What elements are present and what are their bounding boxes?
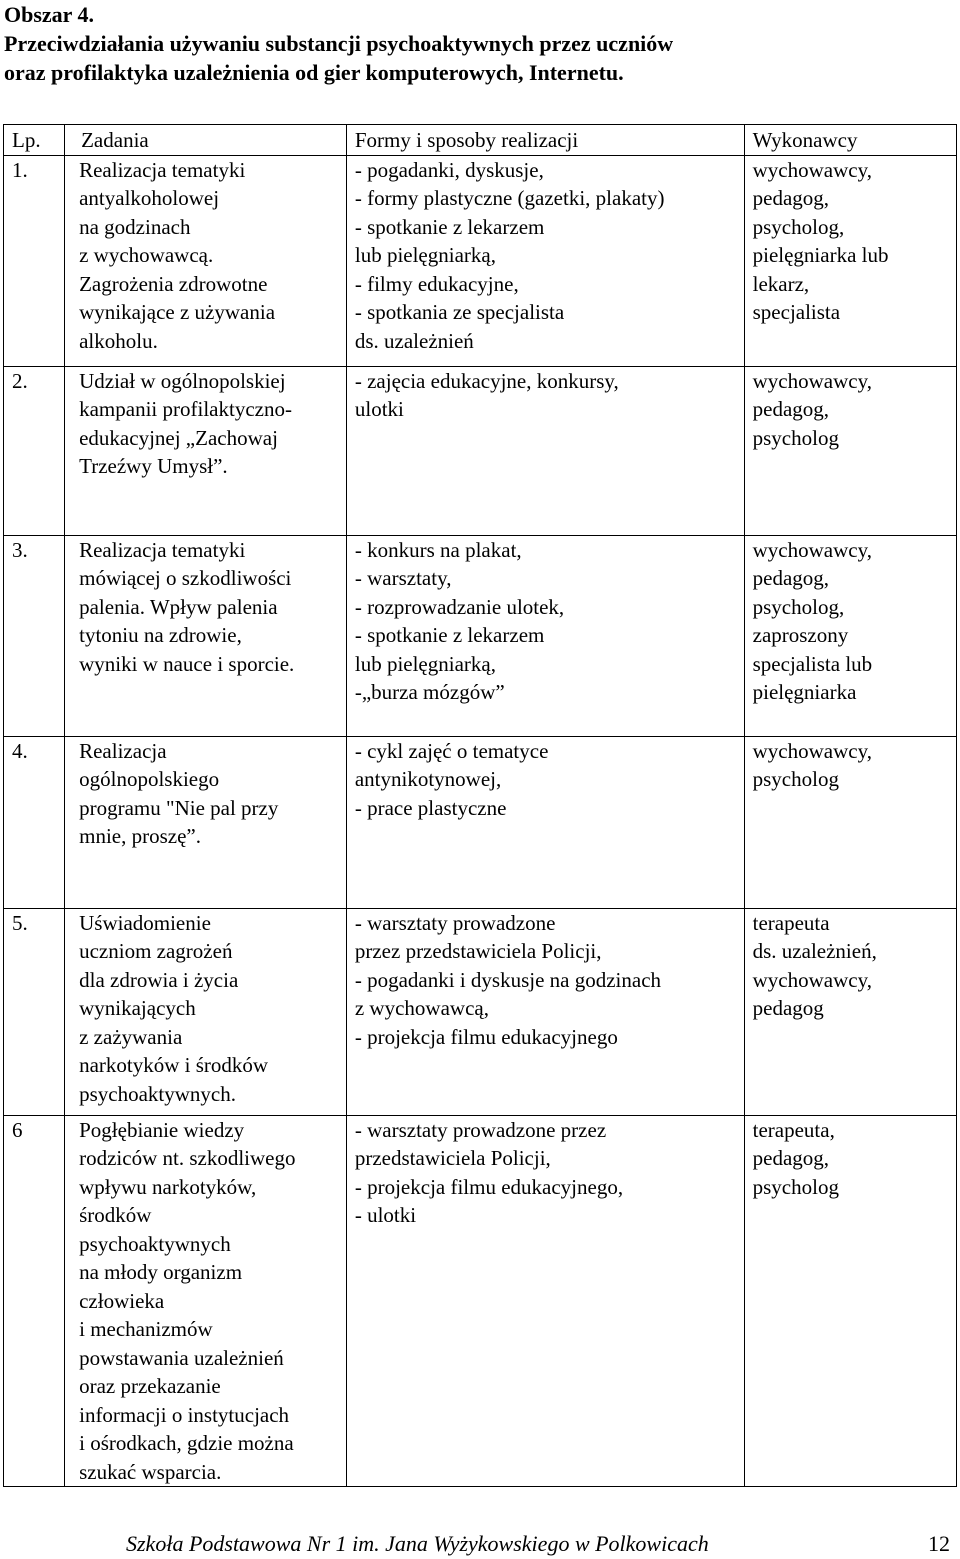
task-cell-line: psychoaktywnych [79,1231,231,1256]
task-cell-line: informacji o instytucjach [79,1402,290,1427]
task-cell [65,535,347,736]
forms-cell-line: - cykl zajęć o tematyce [354,738,549,763]
forms-cell-line: - warsztaty prowadzone [354,910,556,935]
table-row [4,535,957,736]
executors-cell [744,908,956,1115]
forms-cell-line: - filmy edukacyjne, [354,271,519,296]
forms-cell-line: - pogadanki, dyskusje, [354,157,544,182]
task-cell-line: z wychowawcą. [79,243,214,267]
header-lp: Lp. [4,125,65,156]
document-heading [4,0,954,87]
task-cell-line: Realizacja tematyki [79,537,246,562]
forms-cell [346,1115,744,1487]
executors-cell-line: pedagog, [752,397,830,421]
forms-cell-line: - warsztaty, [354,566,452,590]
executors-cell-line: psycholog [752,1174,839,1199]
executors-cell [744,155,956,366]
table-header-row [4,125,957,156]
executors-cell-line: pedagog, [752,1146,830,1170]
task-cell-line: wynikających [79,996,196,1020]
row-number: 6 [4,1115,65,1487]
task-cell-line: narkotyków i środków [79,1053,269,1077]
executors-cell-line: psycholog, [752,594,845,619]
forms-cell-line: przez przedstawiciela Policji, [354,939,602,963]
executors-cell-line: wychowawcy, [752,738,872,763]
forms-cell-line: - ulotki [354,1203,417,1227]
row-number: 1. [4,155,65,366]
table-row [4,1115,957,1487]
forms-cell-line: - projekcja filmu edukacyjnego [354,1024,618,1049]
forms-cell-line: - spotkania ze specjalista [354,300,565,324]
forms-cell [346,535,744,736]
forms-cell-line: przedstawiciela Policji, [354,1146,551,1170]
row-number: 2. [4,366,65,535]
table-row [4,736,957,908]
task-cell-line: programu "Nie pal przy [79,795,279,820]
task-cell-line: mówiącej o szkodliwości [79,566,292,590]
executors-cell-line: specjalista [752,300,841,324]
task-cell-line: Trzeźwy Umysł”. [79,454,228,478]
forms-cell-line: - spotkanie z lekarzem [354,623,545,647]
forms-cell-line: - projekcja filmu edukacyjnego, [354,1174,624,1199]
forms-cell-line: -„burza mózgów” [354,680,505,704]
header-tasks: Zadania [65,125,347,156]
task-cell-line: wyniki w nauce i sporcie. [79,651,295,676]
executors-cell-line: terapeuta, [752,1117,835,1142]
task-cell [65,1115,347,1487]
task-cell-line: na godzinach [79,214,191,239]
executors-cell-line: psycholog, [752,214,845,239]
task-cell-line: Realizacja [79,738,167,763]
task-cell [65,908,347,1115]
forms-cell-line: - formy plastyczne (gazetki, plakaty) [354,186,665,210]
task-cell-line: edukacyjnej „Zachowaj [79,425,278,450]
task-cell-line: Udział w ogólnopolskiej [79,368,286,393]
executors-cell [744,535,956,736]
task-cell-line: człowieka [79,1288,165,1313]
row-number: 4. [4,736,65,908]
task-cell-line: wynikające z używania [79,300,276,324]
forms-cell-line: - warsztaty prowadzone przez [354,1117,607,1142]
forms-cell-line: - pogadanki i dyskusje na godzinach [354,967,662,992]
task-cell [65,366,347,535]
forms-cell [346,908,744,1115]
forms-cell [346,155,744,366]
activities-table [3,124,957,1487]
executors-cell-line: wychowawcy, [752,157,872,182]
heading-title-line-1: Przeciwdziałania używaniu substancji psychoaktywnych przez uczniów [4,31,674,56]
task-cell [65,155,347,366]
executors-cell [744,736,956,908]
task-cell-line: Uświadomienie [79,910,211,935]
heading-area-number: Obszar 4. [4,2,95,27]
task-cell-line: palenia. Wpływ palenia [79,594,278,619]
executors-cell-line: pedagog [752,996,824,1020]
task-cell-line: kampanii profilaktyczno- [79,397,292,421]
forms-cell-line: ulotki [354,397,404,421]
task-cell-line: szukać wsparcia. [79,1459,222,1484]
task-cell-line: mnie, proszę”. [79,824,201,848]
task-cell-line: i ośrodkach, gdzie można [79,1431,294,1455]
executors-cell-line: specjalista lub [752,651,873,676]
task-cell-line: rodziców nt. szkodliwego [79,1146,296,1170]
executors-cell-line: pielęgniarka lub [752,243,889,267]
forms-cell-line: z wychowawcą, [354,996,489,1020]
task-cell-line: tytoniu na zdrowie, [79,623,242,647]
task-cell-line: alkoholu. [79,328,158,353]
forms-cell-line: ds. uzależnień [354,328,474,353]
task-cell-line: powstawania uzależnień [79,1345,284,1370]
page-number: 12 [928,1531,950,1556]
executors-cell-line: terapeuta [752,910,830,935]
task-cell-line: środków [79,1203,152,1227]
forms-cell-line: - zajęcia edukacyjne, konkursy, [354,368,619,393]
task-cell-line: uczniom zagrożeń [79,939,233,963]
task-cell-line: Realizacja tematyki [79,157,246,182]
row-number: 5. [4,908,65,1115]
executors-cell [744,1115,956,1487]
forms-cell-line: lub pielęgniarką, [354,651,496,676]
forms-cell-line: - konkurs na plakat, [354,537,522,562]
executors-cell-line: psycholog [752,425,839,450]
task-cell-line: Pogłębianie wiedzy [79,1117,245,1142]
table-row [4,155,957,366]
forms-cell [346,366,744,535]
forms-cell-line: - rozprowadzanie ulotek, [354,594,565,619]
footer-school-name: Szkoła Podstawowa Nr 1 im. Jana Wyżykowskiego w Polkowicach [126,1531,709,1556]
task-cell-line: antyalkoholowej [79,186,220,210]
executors-cell-line: pedagog, [752,186,830,210]
executors-cell-line: psycholog [752,767,839,791]
executors-cell-line: lekarz, [752,271,810,296]
task-cell-line: z zażywania [79,1024,183,1049]
header-forms: Formy i sposoby realizacji [346,125,744,156]
forms-cell-line: antynikotynowej, [354,767,502,791]
forms-cell-line: - prace plastyczne [354,795,507,820]
executors-cell-line: zaproszony [752,623,849,647]
task-cell-line: wpływu narkotyków, [79,1174,257,1199]
executors-cell-line: wychowawcy, [752,537,872,562]
table-row [4,908,957,1115]
task-cell-line: i mechanizmów [79,1317,213,1341]
table-row [4,366,957,535]
task-cell-line: oraz przekazanie [79,1374,221,1398]
executors-cell-line: ds. uzależnień, [752,939,877,963]
task-cell-line: dla zdrowia i życia [79,967,239,992]
row-number: 3. [4,535,65,736]
executors-cell [744,366,956,535]
executors-cell-line: pedagog, [752,566,830,590]
task-cell [65,736,347,908]
executors-cell-line: wychowawcy, [752,967,872,992]
heading-title-line-2: oraz profilaktyka uzależnienia od gier komputerowych, Internetu. [4,60,624,85]
task-cell-line: na młody organizm [79,1260,243,1284]
task-cell-line: psychoaktywnych. [79,1081,236,1106]
executors-cell-line: wychowawcy, [752,368,872,393]
task-cell-line: ogólnopolskiego [79,767,220,791]
task-cell-line: Zagrożenia zdrowotne [79,271,268,296]
forms-cell [346,736,744,908]
forms-cell-line: - spotkanie z lekarzem [354,214,545,239]
executors-cell-line: pielęgniarka [752,680,857,704]
forms-cell-line: lub pielęgniarką, [354,243,496,267]
header-executors: Wykonawcy [744,125,956,156]
